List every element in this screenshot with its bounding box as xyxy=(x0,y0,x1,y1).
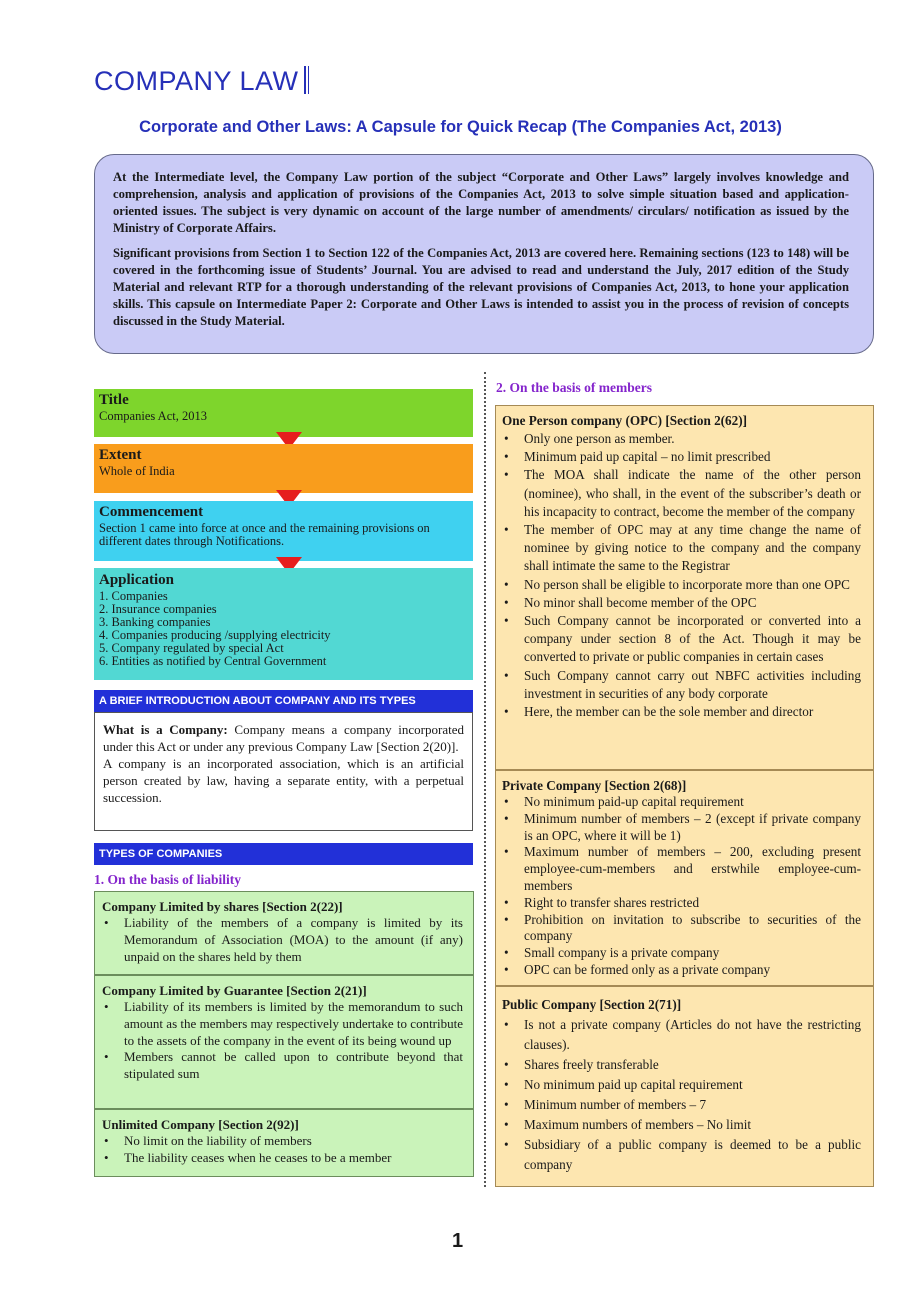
unlimited-company-box xyxy=(94,1109,474,1177)
brief-intro-bar: A BRIEF INTRODUCTION ABOUT COMPANY AND ITS TYPES xyxy=(94,690,473,712)
list-item: • Right to transfer shares restricted xyxy=(502,895,861,912)
limited-by-guarantee-list xyxy=(102,999,463,1083)
list-item: • OPC can be formed only as a private company xyxy=(502,962,861,979)
list-item: • Liability of the members of a company is limited by its Memorandum of Association (MOA) to the amount (if any) unpaid on the shares held by them xyxy=(102,915,463,965)
list-item: • Prohibition on invitation to subscribe to securities of the company xyxy=(502,912,861,946)
title-divider-bar xyxy=(304,66,309,94)
members-section-heading: 2. On the basis of members xyxy=(496,380,652,395)
types-of-companies-bar: TYPES OF COMPANIES xyxy=(94,843,473,865)
page-title: COMPANY LAW xyxy=(94,66,299,96)
list-item: • Is not a private company (Articles do not have the restricting clauses). xyxy=(502,1015,861,1055)
public-company-title: Public Company [Section 2(71)] xyxy=(502,997,682,1012)
list-item: • Shares freely transferable xyxy=(502,1055,861,1075)
private-company-box xyxy=(495,770,874,986)
limited-by-guarantee-box xyxy=(94,975,474,1109)
list-item: • No minor shall become member of the OPC xyxy=(502,594,861,612)
extent-box xyxy=(94,444,473,493)
limited-by-shares-list xyxy=(102,915,463,965)
liability-section-heading: 1. On the basis of liability xyxy=(94,872,242,887)
intro-paragraph-1: At the Intermediate level, the Company Law portion of the subject “Corporate and Other Laws” largely involves knowledge and comprehension, analysis and application of provisions of the Companies Act, 2013 to solve simple situation based and application-oriented issues. The subject is very dynamic on account of the large number of amendments/ circulars/ notification as issued by the Ministry of Corporate Affairs. xyxy=(113,170,849,235)
list-item: • No minimum paid up capital requirement xyxy=(502,1075,861,1095)
list-item: • Maximum number of members – 200, excluding present employee-cum-members and erstwhile employee-cum-members xyxy=(502,844,861,894)
list-item: • The member of OPC may at any time change the name of nominee by giving notice to the company and the company shall intimate the same to the Registrar xyxy=(502,521,861,576)
application-item: 3. Banking companies xyxy=(99,615,211,629)
page-subtitle: Corporate and Other Laws: A Capsule for Quick Recap (The Companies Act, 2013) xyxy=(139,118,782,136)
extent-box-body: Whole of India xyxy=(99,464,175,478)
application-item: 1. Companies xyxy=(99,589,168,603)
opc-title: One Person company (OPC) [Section 2(62)] xyxy=(502,413,748,428)
commencement-box-heading: Commencement xyxy=(99,504,204,520)
what-is-company-box xyxy=(94,712,473,831)
list-item: • No limit on the liability of members xyxy=(102,1133,463,1150)
list-item: • Here, the member can be the sole member and director xyxy=(502,703,861,721)
application-item: 2. Insurance companies xyxy=(99,602,217,616)
intro-box xyxy=(94,154,874,354)
commencement-box-body: Section 1 came into force at once and the remaining provisions on different dates through Notifications. xyxy=(99,521,430,548)
title-box xyxy=(94,389,473,437)
application-box-heading: Application xyxy=(99,572,175,588)
list-item: • The liability ceases when he ceases to be a member xyxy=(102,1150,463,1167)
list-item: • Minimum number of members – 2 (except if private company is an OPC, where it will be 1) xyxy=(502,811,861,845)
opc-list xyxy=(502,430,861,721)
what-is-company-label: What is a Company: xyxy=(103,722,228,737)
list-item: • The MOA shall indicate the name of the other person (nominee), who shall, in the event of the subscriber’s death or his incapacity to contract, become the member of the company xyxy=(502,466,861,521)
list-item: • Members cannot be called upon to contribute beyond that stipulated sum xyxy=(102,1049,463,1083)
limited-by-guarantee-title: Company Limited by Guarantee [Section 2(21)] xyxy=(102,983,367,998)
list-item: • Minimum number of members – 7 xyxy=(502,1095,861,1115)
list-item: • Subsidiary of a public company is deemed to be a public company xyxy=(502,1135,861,1175)
private-company-title: Private Company [Section 2(68)] xyxy=(502,778,687,793)
list-item: • No minimum paid-up capital requirement xyxy=(502,794,861,811)
page-number: 1 xyxy=(452,1230,464,1252)
application-item: 5. Company regulated by special Act xyxy=(99,641,284,655)
list-item: • Maximum numbers of members – No limit xyxy=(502,1115,861,1135)
what-is-company-text xyxy=(103,721,464,755)
company-description: A company is an incorporated association, which is an artificial person created by law, having a separate entity, with a perpetual succession. xyxy=(103,756,464,805)
title-box-heading: Title xyxy=(99,392,129,408)
public-company-list xyxy=(502,1015,861,1175)
limited-by-shares-box xyxy=(94,891,474,975)
column-divider xyxy=(484,372,486,1187)
list-item: • Liability of its members is limited by the memorandum to such amount as the members may respectively undertake to contribute to the assets of the company in the event of its being wound up xyxy=(102,999,463,1049)
extent-box-heading: Extent xyxy=(99,447,142,463)
private-company-list xyxy=(502,794,861,979)
list-item: • Such Company cannot be incorporated or converted into a company under section 8 of the Act. Though it may be converted to private or public companies in certain cases xyxy=(502,612,861,667)
list-item: • Minimum paid up capital – no limit prescribed xyxy=(502,448,861,466)
intro-paragraph-2: Significant provisions from Section 1 to Section 122 of the Companies Act, 2013 are covered here. Remaining sections (123 to 148) will be covered in the forthcoming issue of Students’ Journal. You are advised to read and understand the July, 2017 edition of the Study Material and relevant RTP for a thorough understanding of the relevant provisions of Companies Act, 2013, to hone your application skills. This capsule on Intermediate Paper 2: Corporate and Other Laws is intended to assist you in the process of revision of concepts discussed in the Study Material. xyxy=(113,246,849,328)
list-item: • Only one person as member. xyxy=(502,430,861,448)
application-item: 4. Companies producing /supplying electricity xyxy=(99,628,331,642)
commencement-box xyxy=(94,501,473,561)
application-box xyxy=(94,568,473,680)
opc-box xyxy=(495,405,874,770)
title-box-body: Companies Act, 2013 xyxy=(99,409,207,423)
unlimited-company-list xyxy=(102,1133,463,1167)
list-item: • No person shall be eligible to incorporate more than one OPC xyxy=(502,576,861,594)
what-is-company-definition: Company means a company incorporated under this Act or under any previous Company Law [Section 2(20)]. xyxy=(103,722,464,754)
public-company-box xyxy=(495,986,874,1187)
list-item: • Small company is a private company xyxy=(502,945,861,962)
application-item: 6. Entities as notified by Central Government xyxy=(99,654,327,668)
list-item: • Such Company cannot carry out NBFC activities including investment in securities of any body corporate xyxy=(502,667,861,703)
limited-by-shares-title: Company Limited by shares [Section 2(22)] xyxy=(102,899,343,914)
unlimited-company-title: Unlimited Company [Section 2(92)] xyxy=(102,1117,299,1132)
